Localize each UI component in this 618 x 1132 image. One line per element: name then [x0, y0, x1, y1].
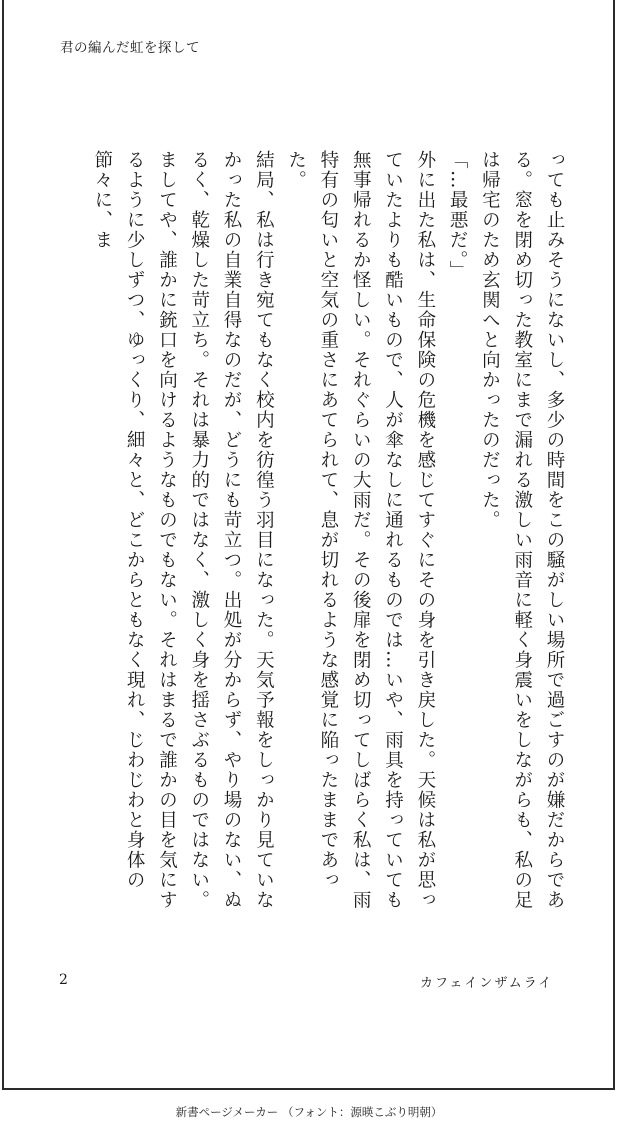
paragraph: 外に出た私は、生命保険の危機を感じてすぐにその身を引き戻した。天候は私が思っていたよりも酷いもので、人が傘なしに通れるものでは…いや、雨具を持っていても無事帰れるか怪しい。それぐらいの大雨だ。その後扉を閉め切ってしばらく私は、雨特有の匂いと空気の重さにあてられて、息が切れるような感覚に陥ったままであった。 — [285, 150, 436, 910]
page-number: 2 — [59, 972, 68, 988]
book-title: 君の編んだ虹を探して — [60, 40, 200, 56]
body-text — [70, 150, 570, 915]
author-name: カフェインザムライ — [420, 976, 554, 991]
paragraph: 結局、私は行き宛てもなく校内を彷徨う羽目になった。天気予報をしっかり見ていなかった私の自業自得なのだが、どうにも苛立つ。出処が分からず、やり場のない、ぬるく、乾燥した苛立ち。それは暴力的ではなく、激しく身を揺さぶるものではない。ましてや、誰かに銃口を向けるようなものでもない。それはまるで誰かの目を気にするように少しずつ、ゆっくり、細々と、どこからともなく現れ、じわじわと身体の節々に、ま — [91, 150, 275, 910]
paragraph: 「…最悪だ。」 — [447, 150, 469, 281]
generator-credit: 新書ページメーカー （フォント：源暎こぶり明朝） — [175, 1105, 443, 1119]
paragraph: っても止みそうにないし、多少の時間をこの騒がしい場所で過ごすのが嫌だからである。窓を閉め切った教室にまで漏れる激しい雨音に軽く身震いをしながらも、私の足は帰宅のため玄関へと向かったのだった。 — [479, 150, 565, 910]
book-page — [2, 0, 615, 1090]
